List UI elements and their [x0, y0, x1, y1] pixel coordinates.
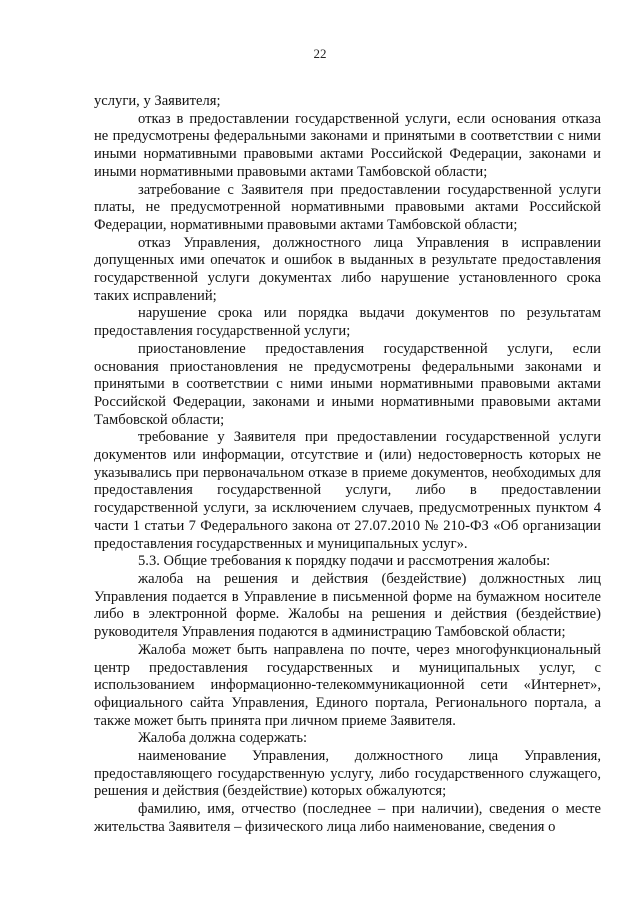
- paragraph: услуги, у Заявителя;: [94, 93, 221, 109]
- paragraph: жалоба на решения и действия (бездействие) должностных лиц Управления подается в Управление в письменной форме на бумажном носителе либо в электронной форме. Жалобы на решения и действия (бездействие) руководителя Управления подаются в администрацию Тамбовской области;: [94, 570, 601, 641]
- paragraph: затребование с Заявителя при предоставлении государственной услуги платы, не предусмотренной нормативными правовыми актами Российской Федерации, нормативными правовыми актами Тамбовской области;: [94, 181, 601, 233]
- paragraph: нарушение срока или порядка выдачи документов по результатам предоставления государственной услуги;: [94, 305, 601, 340]
- paragraph: отказ в предоставлении государственной услуги, если основания отказа не предусмотрены федеральными законами и принятыми в соответствии с ними иными нормативными правовыми актами Российской Федерации, законами и иными нормативными правовыми актами Тамбовской области;: [94, 110, 601, 180]
- document-body: [94, 93, 601, 837]
- paragraph: требование у Заявителя при предоставлении государственной услуги документов или информации, отсутствие и (или) недостоверность которых не указывались при первоначальном отказе в приеме документов, необходимых для предоставления государственной услуги, либо в предоставлении государственной услуги, за исключением случаев, предусмотренных пунктом 4 части 1 статьи 7 Федерального закона от 27.07.2010 № 210-ФЗ «Об организации предоставления государственных и муниципальных услуг».: [94, 429, 601, 552]
- paragraph: отказ Управления, должностного лица Управления в исправлении допущенных ими опечаток и ошибок в выданных в результате предоставления государственной услуги документах либо нарушение установленного срока таких исправлений;: [94, 234, 601, 304]
- paragraph: наименование Управления, должностного лица Управления, предоставляющего государственную услугу, либо государственного служащего, решения и действия (бездействие) которых обжалуются;: [94, 748, 601, 800]
- paragraph: Жалоба должна содержать:: [138, 730, 308, 747]
- paragraph: фамилию, имя, отчество (последнее – при наличии), сведения о месте жительства Заявителя – физического лица либо наименование, сведения о: [94, 801, 601, 835]
- page-number: 22: [313, 46, 327, 61]
- paragraph: приостановление предоставления государственной услуги, если основания приостановления не предусмотрены федеральными законами и принятыми в соответствии с ними иными нормативными правовыми актами Российской Федерации, законами и иными нормативными правовыми актами Тамбовской области;: [94, 340, 601, 428]
- section-heading: 5.3. Общие требования к порядку подачи и рассмотрения жалобы:: [138, 553, 551, 570]
- paragraph: Жалоба может быть направлена по почте, через многофункциональный центр предоставления государственных и муниципальных услуг, с использованием информационно-телекоммуникационной сети «Интернет», официального сайта Управления, Единого портала, Регионального портала, а также может быть принята при личном приеме Заявителя.: [94, 641, 601, 729]
